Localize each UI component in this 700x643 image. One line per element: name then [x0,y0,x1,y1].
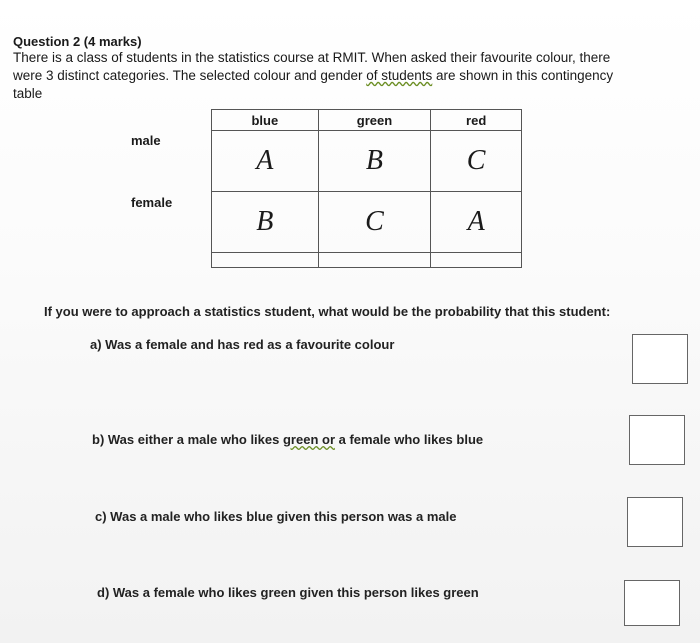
question-b [92,432,483,447]
footer-cell-green [318,253,431,268]
answer-box-a[interactable] [632,334,688,384]
row-label-female: female [131,195,173,210]
table-row-male [212,131,522,192]
footer-cell-red [431,253,522,268]
cell-male-red: C [431,131,522,192]
table-header-row [212,110,522,131]
column-header-green: green [318,110,431,131]
cell-female-green: C [318,192,431,253]
intro-line-2-end: are shown in this contingency [432,68,614,83]
answer-box-b[interactable] [629,415,685,465]
intro-line-2 [13,67,683,85]
intro-line-2-start: were 3 distinct categories. The selected colour and gender [13,68,367,83]
column-header-blue: blue [212,110,319,131]
question-b-start: b) Was either a male who likes [92,432,283,447]
cell-female-blue: B [212,192,319,253]
question-d: d) Was a female who likes green given this person likes green [97,585,479,600]
cell-female-red: A [431,192,522,253]
footer-cell-blue [212,253,319,268]
question-intro [13,49,683,103]
row-label-male: male [131,133,161,148]
question-c: c) Was a male who likes blue given this person was a male [95,509,457,524]
table-footer-row [212,253,522,268]
answer-box-d[interactable] [624,580,680,626]
column-header-red: red [431,110,522,131]
contingency-table [211,109,522,268]
cell-male-blue: A [212,131,319,192]
question-b-end: a female who likes blue [335,432,484,447]
intro-line-1: There is a class of students in the statistics course at RMIT. When asked their favourite colour, there [13,50,611,65]
cell-male-green: B [318,131,431,192]
question-a: a) Was a female and has red as a favourite colour [90,337,395,352]
intro-line-3: table [13,86,43,101]
question-b-underlined: green or [282,432,335,447]
intro-underlined-phrase: of students [366,68,433,83]
probability-prompt: If you were to approach a statistics student, what would be the probability that this student: [44,304,611,319]
question-heading: Question 2 (4 marks) [13,34,142,49]
table-row-female [212,192,522,253]
answer-box-c[interactable] [627,497,683,547]
